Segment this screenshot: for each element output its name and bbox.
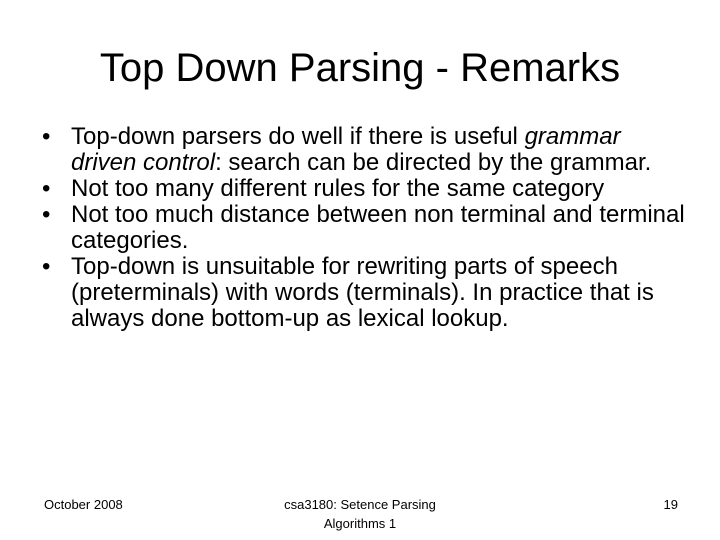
footer-course-line2: Algorithms 1 (323, 516, 397, 531)
bullet-item-4 (42, 254, 692, 332)
bullet-text-emphasis: grammar driven control (71, 123, 621, 176)
bullet-marker: • (42, 175, 51, 202)
bullet-text: Not too much distance between non terminal and terminal categories. (71, 201, 685, 254)
bullet-marker: • (42, 201, 51, 228)
bullet-list (42, 124, 692, 332)
bullet-item-2 (42, 176, 692, 202)
bullet-text: Not too many different rules for the same category (71, 175, 605, 202)
footer-course (260, 495, 460, 533)
bullet-text-end: : search can be directed by the grammar. (215, 149, 652, 176)
footer-page-number: 19 (663, 497, 678, 512)
bullet-text: Top-down is unsuitable for rewriting parts of speech (preterminals) with words (terminals). In practice that is always done bottom-up as lexical lookup. (71, 253, 654, 332)
footer-course-line1: csa3180: Setence Parsing (284, 497, 436, 512)
bullet-item-1 (42, 124, 692, 176)
bullet-item-3 (42, 202, 692, 254)
bullet-text-start: Top-down parsers do well if there is useful (71, 123, 525, 150)
slide-title: Top Down Parsing - Remarks (99, 46, 621, 90)
footer-date: October 2008 (44, 497, 123, 512)
bullet-marker: • (42, 123, 51, 150)
bullet-marker: • (42, 253, 51, 280)
